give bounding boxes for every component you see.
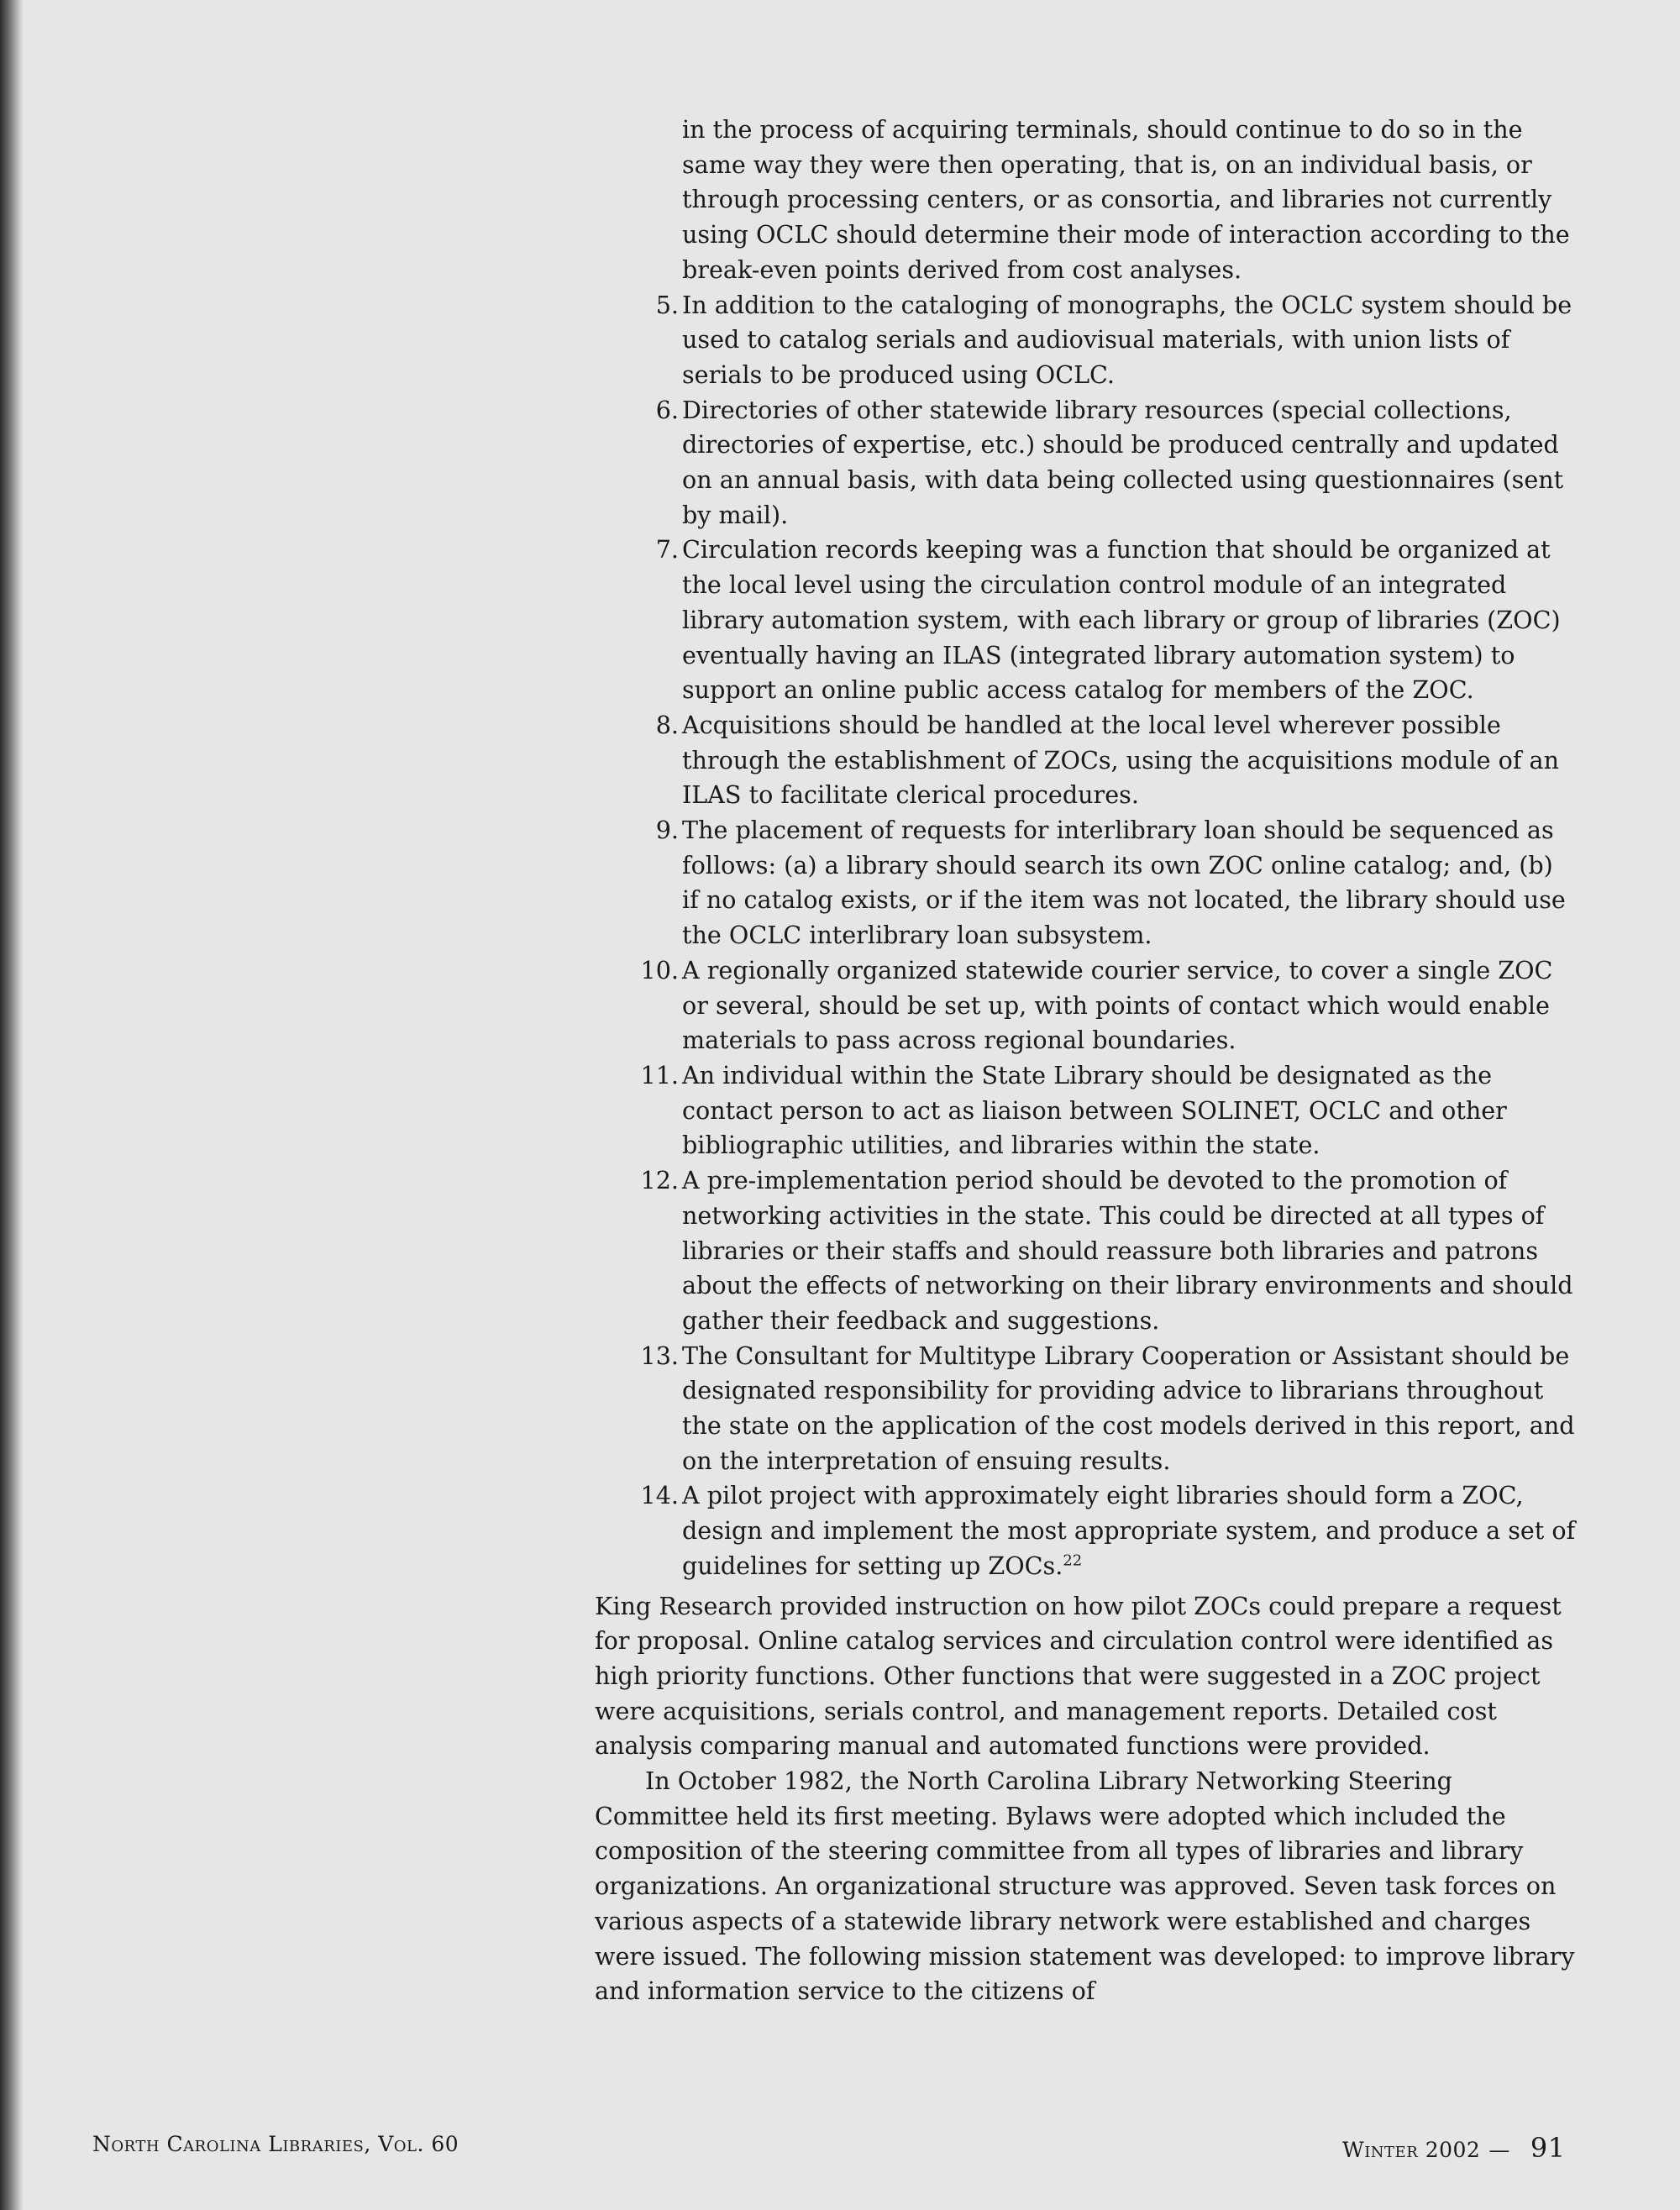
article-body (595, 113, 1576, 2009)
list-item (595, 533, 1576, 708)
list-item-text: The placement of requests for interlibrary loan should be sequenced as follows: (a) a library should search its own ZOC online catalog; and, (b) if no catalog exists, or if the item was not located, the library should use the OCLC interlibrary loan subsystem. (682, 816, 1566, 950)
list-item-text: Circulation records keeping was a function that should be organized at the local level using the circulation control module of an integrated library automation system, with each library or group of libraries (ZOC) eventually having an ILAS (integrated library automation system) to support an online public access catalog for members of the ZOC. (682, 535, 1561, 705)
list-item-text: The Consultant for Multitype Library Cooperation or Assistant should be designated responsibility for providing advice to librarians throughout the state on the application of the cost models derived in this report, and on the interpretation of ensuing results. (682, 1341, 1575, 1475)
list-item-number: 14. (640, 1481, 679, 1510)
list-item-number: 12. (640, 1166, 679, 1195)
list-item (595, 288, 1576, 393)
list-item-text: Acquisitions should be handled at the local level wherever possible through the establishment of ZOCs, using the acquisitions module of an ILAS to facilitate clerical procedures. (682, 710, 1559, 810)
binding-shadow (0, 0, 24, 2210)
list-item-text: An individual within the State Library should be designated as the contact person to act as liaison between SOLINET, OCLC and other bibliographic utilities, and libraries within the state. (682, 1060, 1507, 1160)
list-item (595, 393, 1576, 533)
list-item (595, 813, 1576, 953)
list-item (595, 1058, 1576, 1163)
list-item (595, 1163, 1576, 1339)
list-item (595, 1478, 1576, 1583)
list-item (595, 708, 1576, 813)
list-item-text: A regionally organized statewide courier service, to cover a single ZOC or several, should be set up, with points of contact which would enable materials to pass across regional boundaries. (682, 955, 1553, 1055)
list-item-number: 5. (655, 290, 679, 319)
list-item-number: 6. (655, 395, 679, 424)
list-item-number: 9. (655, 816, 679, 845)
list-item-text: A pilot project with approximately eight libraries should form a ZOC, design and implement the most appropriate system, and produce a set of guidelines for setting up ZOCs. (682, 1481, 1576, 1580)
recommendations-list (595, 113, 1576, 1584)
footer-journal-title: North Carolina Libraries, Vol. 60 (92, 2132, 459, 2156)
paragraph: In October 1982, the North Carolina Library Networking Steering Committee held its first meeting. Bylaws were adopted which included the composition of the steering committee from all types of libraries and library organizations. An organizational structure was approved. Seven task forces on various aspects of a statewide library network were established and charges were issued. The following mission statement was developed: to improve library and information service to the citizens of (595, 1766, 1575, 2006)
list-item-text: A pre-implementation period should be devoted to the promotion of networking activities in the state. This could be directed at all types of libraries or their staffs and should reassure both libraries and patrons about the effects of networking on their library environments and should gather their feedback and suggestions. (682, 1166, 1573, 1335)
list-item (595, 1339, 1576, 1479)
list-item-text: In addition to the cataloging of monographs, the OCLC system should be used to catalog serials and audiovisual materials, with union lists of serials to be produced using OCLC. (682, 290, 1572, 389)
footer-season: Winter 2002 (1342, 2138, 1481, 2162)
page-number: 91 (1530, 2132, 1566, 2164)
list-item-number: 11. (640, 1060, 679, 1089)
paragraph: King Research provided instruction on how pilot ZOCs could prepare a request for proposal. Online catalog services and circulation control were identified as high priority functions. Other functions that were suggested in a ZOC project were acquisitions, serials control, and management reports. Detailed cost analysis comparing manual and automated functions were provided. (595, 1591, 1562, 1761)
list-item-continued (595, 113, 1576, 288)
footnote-marker: 22 (1063, 1551, 1083, 1570)
list-item-text: in the process of acquiring terminals, should continue to do so in the same way they were then operating, that is, on an individual basis, or through processing centers, or as consortia, and libraries not currently using OCLC should determine their mode of interaction according to the break-even points derived from cost analyses. (682, 115, 1570, 284)
list-item-number: 8. (655, 710, 679, 739)
footer-issue (1342, 2132, 1566, 2164)
footer-dash: — (1488, 2138, 1510, 2162)
body-paragraphs (595, 1584, 1576, 2009)
list-item-number: 7. (655, 535, 679, 564)
list-item-number: 13. (640, 1341, 679, 1370)
list-item (595, 953, 1576, 1058)
list-item-number: 10. (640, 955, 679, 984)
list-item-text: Directories of other statewide library resources (special collections, directories of expertise, etc.) should be produced centrally and updated on an annual basis, with data being collected using questionnaires (sent by mail). (682, 395, 1564, 529)
